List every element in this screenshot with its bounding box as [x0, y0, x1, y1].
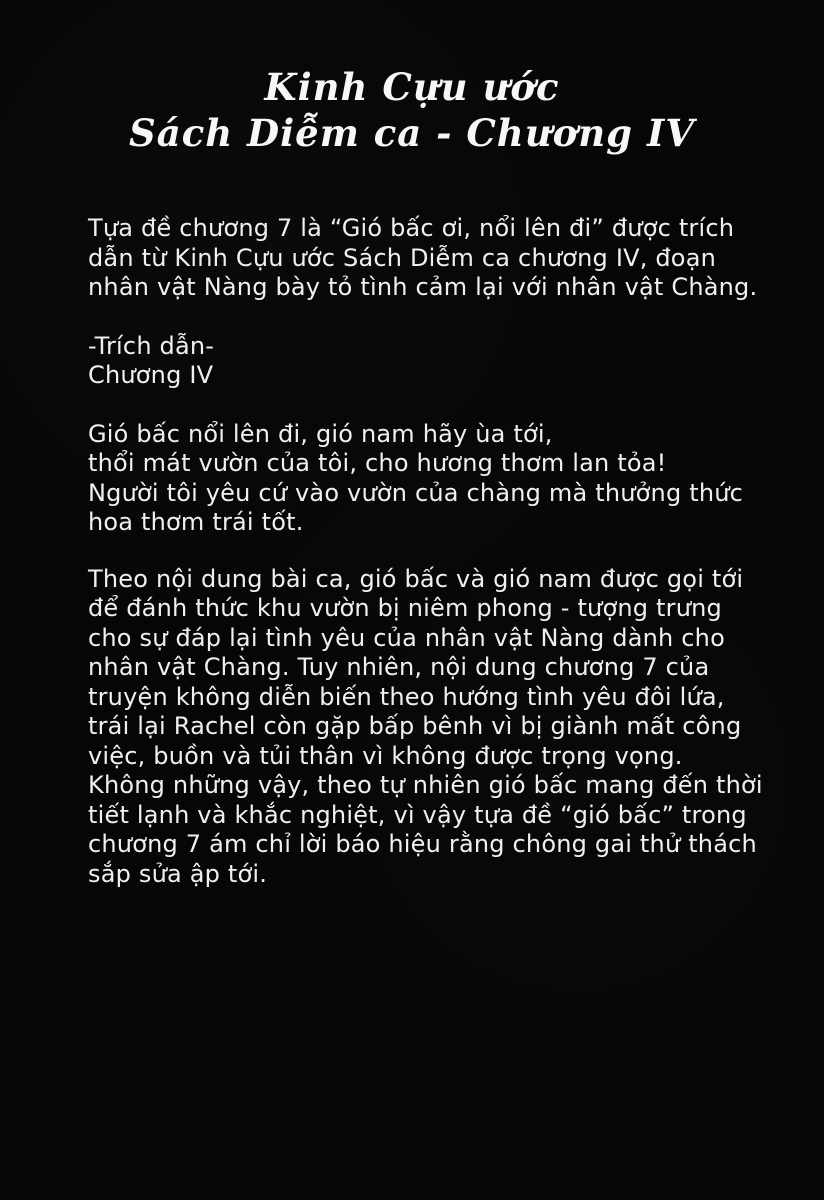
text-line: Gió bấc nổi lên đi, gió nam hãy ùa tới,: [88, 419, 553, 448]
text-line: chương 7 ám chỉ lời báo hiệu rằng chông gai thử thách: [88, 830, 757, 858]
commentary-paragraph: [88, 564, 763, 890]
scripture-quote: [88, 420, 748, 538]
text-line: Theo nội dung bài ca, gió bấc và gió nam được gọi tới: [88, 564, 744, 593]
text-line: -Trích dẫn-: [88, 331, 215, 360]
intro-paragraph: [88, 214, 758, 303]
quote-label: [88, 332, 748, 391]
text-line: hoa thơm trái tốt.: [88, 508, 304, 536]
page-title: [0, 64, 824, 156]
text-line: sắp sửa ập tới.: [88, 859, 268, 888]
text-line: Người tôi yêu cứ vào vườn của chàng mà thưởng thức: [88, 478, 744, 507]
title-line-2: Sách Diễm ca - Chương IV: [129, 111, 695, 155]
text-line: Tựa đề chương 7 là “Gió bấc ơi, nổi lên đi” được trích: [88, 214, 735, 242]
text-line: để đánh thức khu vườn bị niêm phong - tượng trưng: [88, 594, 722, 622]
text-line: nhân vật Nàng bày tỏ tình cảm lại với nhân vật Chàng.: [88, 273, 758, 301]
text-line: Chương IV: [88, 361, 214, 389]
text-line: thổi mát vườn của tôi, cho hương thơm lan tỏa!: [88, 449, 667, 477]
text-line: việc, buồn và tủi thân vì không được trọng vọng.: [88, 741, 683, 770]
text-line: cho sự đáp lại tình yêu của nhân vật Nàng dành cho: [88, 623, 725, 652]
title-line-1: Kinh Cựu ước: [264, 65, 560, 109]
text-line: dẫn từ Kinh Cựu ước Sách Diễm ca chương IV, đoạn: [88, 243, 717, 272]
text-line: truyện không diễn biến theo hướng tình yêu đôi lứa,: [88, 682, 725, 711]
text-line: trái lại Rachel còn gặp bấp bênh vì bị giành mất công: [88, 712, 742, 740]
text-line: nhân vật Chàng. Tuy nhiên, nội dung chương 7 của: [88, 653, 710, 681]
note-body: [88, 214, 763, 889]
text-line: tiết lạnh và khắc nghiệt, vì vậy tựa đề “gió bấc” trong: [88, 800, 747, 829]
text-line: Không những vậy, theo tự nhiên gió bấc mang đến thời: [88, 771, 763, 799]
